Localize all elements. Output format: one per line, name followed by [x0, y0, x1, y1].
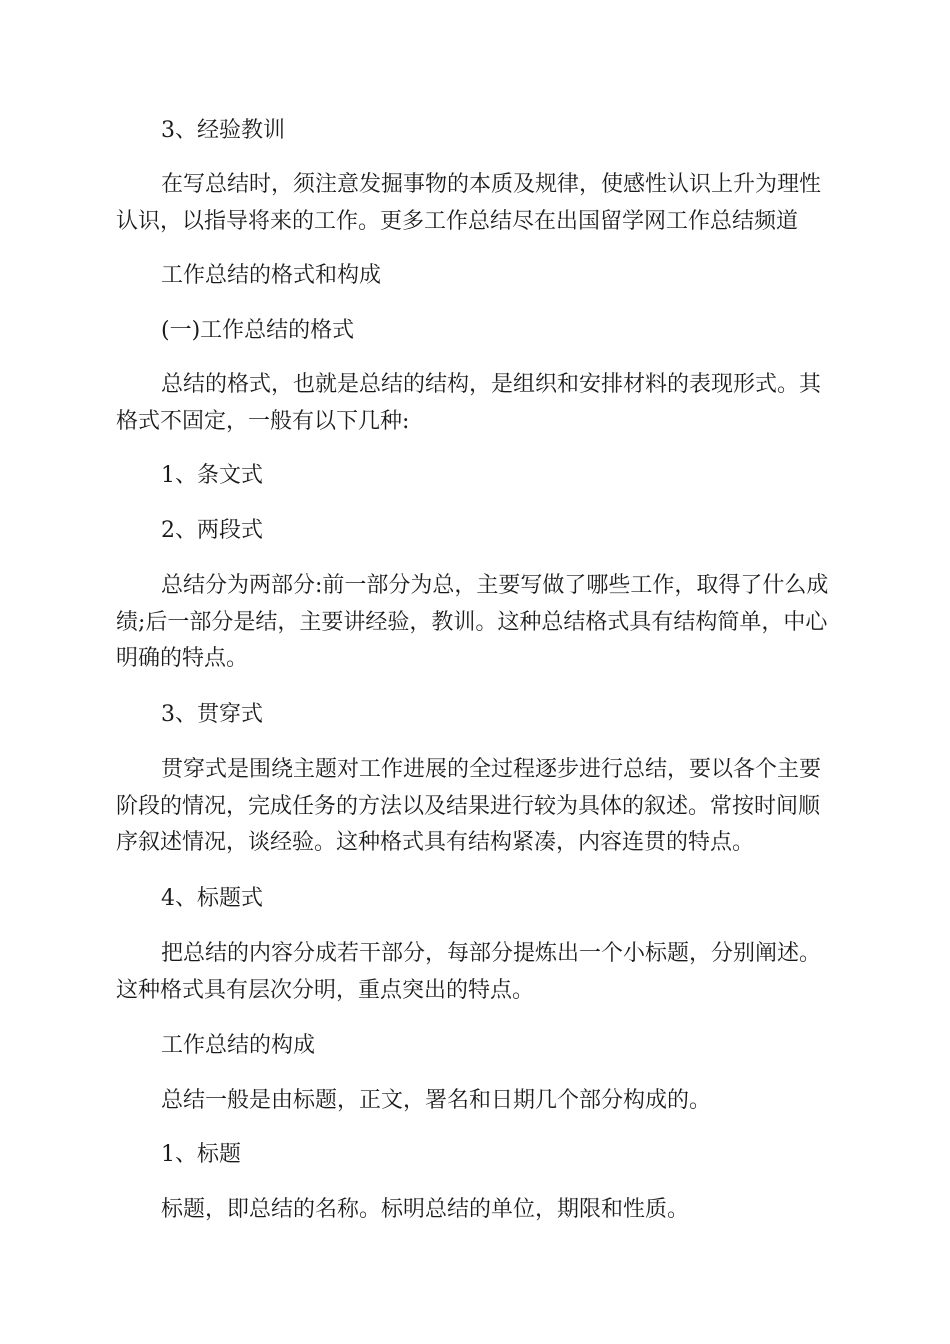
paragraph-format-intro: 总结的格式，也就是总结的结构，是组织和安排材料的表现形式。其格式不固定，一般有以下几种:	[116, 372, 822, 434]
list-item-two-part-style: 2、两段式	[161, 518, 263, 543]
paragraph-composition-body: 总结一般是由标题，正文，署名和日期几个部分构成的。	[161, 1088, 712, 1113]
paragraph-heading-style-body: 把总结的内容分成若干部分，每部分提炼出一个小标题，分别阐述。这种格式具有层次分明，重点突出的特点。	[116, 941, 822, 1003]
list-item-article-style: 1、条文式	[161, 463, 263, 488]
heading-format-and-composition: 工作总结的格式和构成	[161, 263, 382, 288]
paragraph-two-part-body: 总结分为两部分:前一部分为总，主要写做了哪些工作，取得了什么成绩;后一部分是结，主要讲经验，教训。这种总结格式具有结构简单，中心明确的特点。	[116, 573, 829, 671]
list-item-heading-style: 4、标题式	[161, 886, 263, 911]
heading-lessons: 3、经验教训	[161, 118, 285, 143]
paragraph-title-body: 标题，即总结的名称。标明总结的单位，期限和性质。	[161, 1197, 690, 1222]
paragraph-lessons-body: 在写总结时，须注意发掘事物的本质及规律，使感性认识上升为理性认识，以指导将来的工作。更多工作总结尽在出国留学网工作总结频道	[116, 172, 822, 234]
paragraph-through-body: 贯穿式是围绕主题对工作进展的全过程逐步进行总结，要以各个主要阶段的情况，完成任务的方法以及结果进行较为具体的叙述。常按时间顺序叙述情况，谈经验。这种格式具有结构紧凑，内容连贯的特点。	[116, 757, 822, 855]
list-item-title: 1、标题	[161, 1142, 241, 1167]
heading-composition: 工作总结的构成	[161, 1033, 316, 1058]
heading-format: (一)工作总结的格式	[161, 318, 355, 343]
list-item-through-style: 3、贯穿式	[161, 702, 263, 727]
